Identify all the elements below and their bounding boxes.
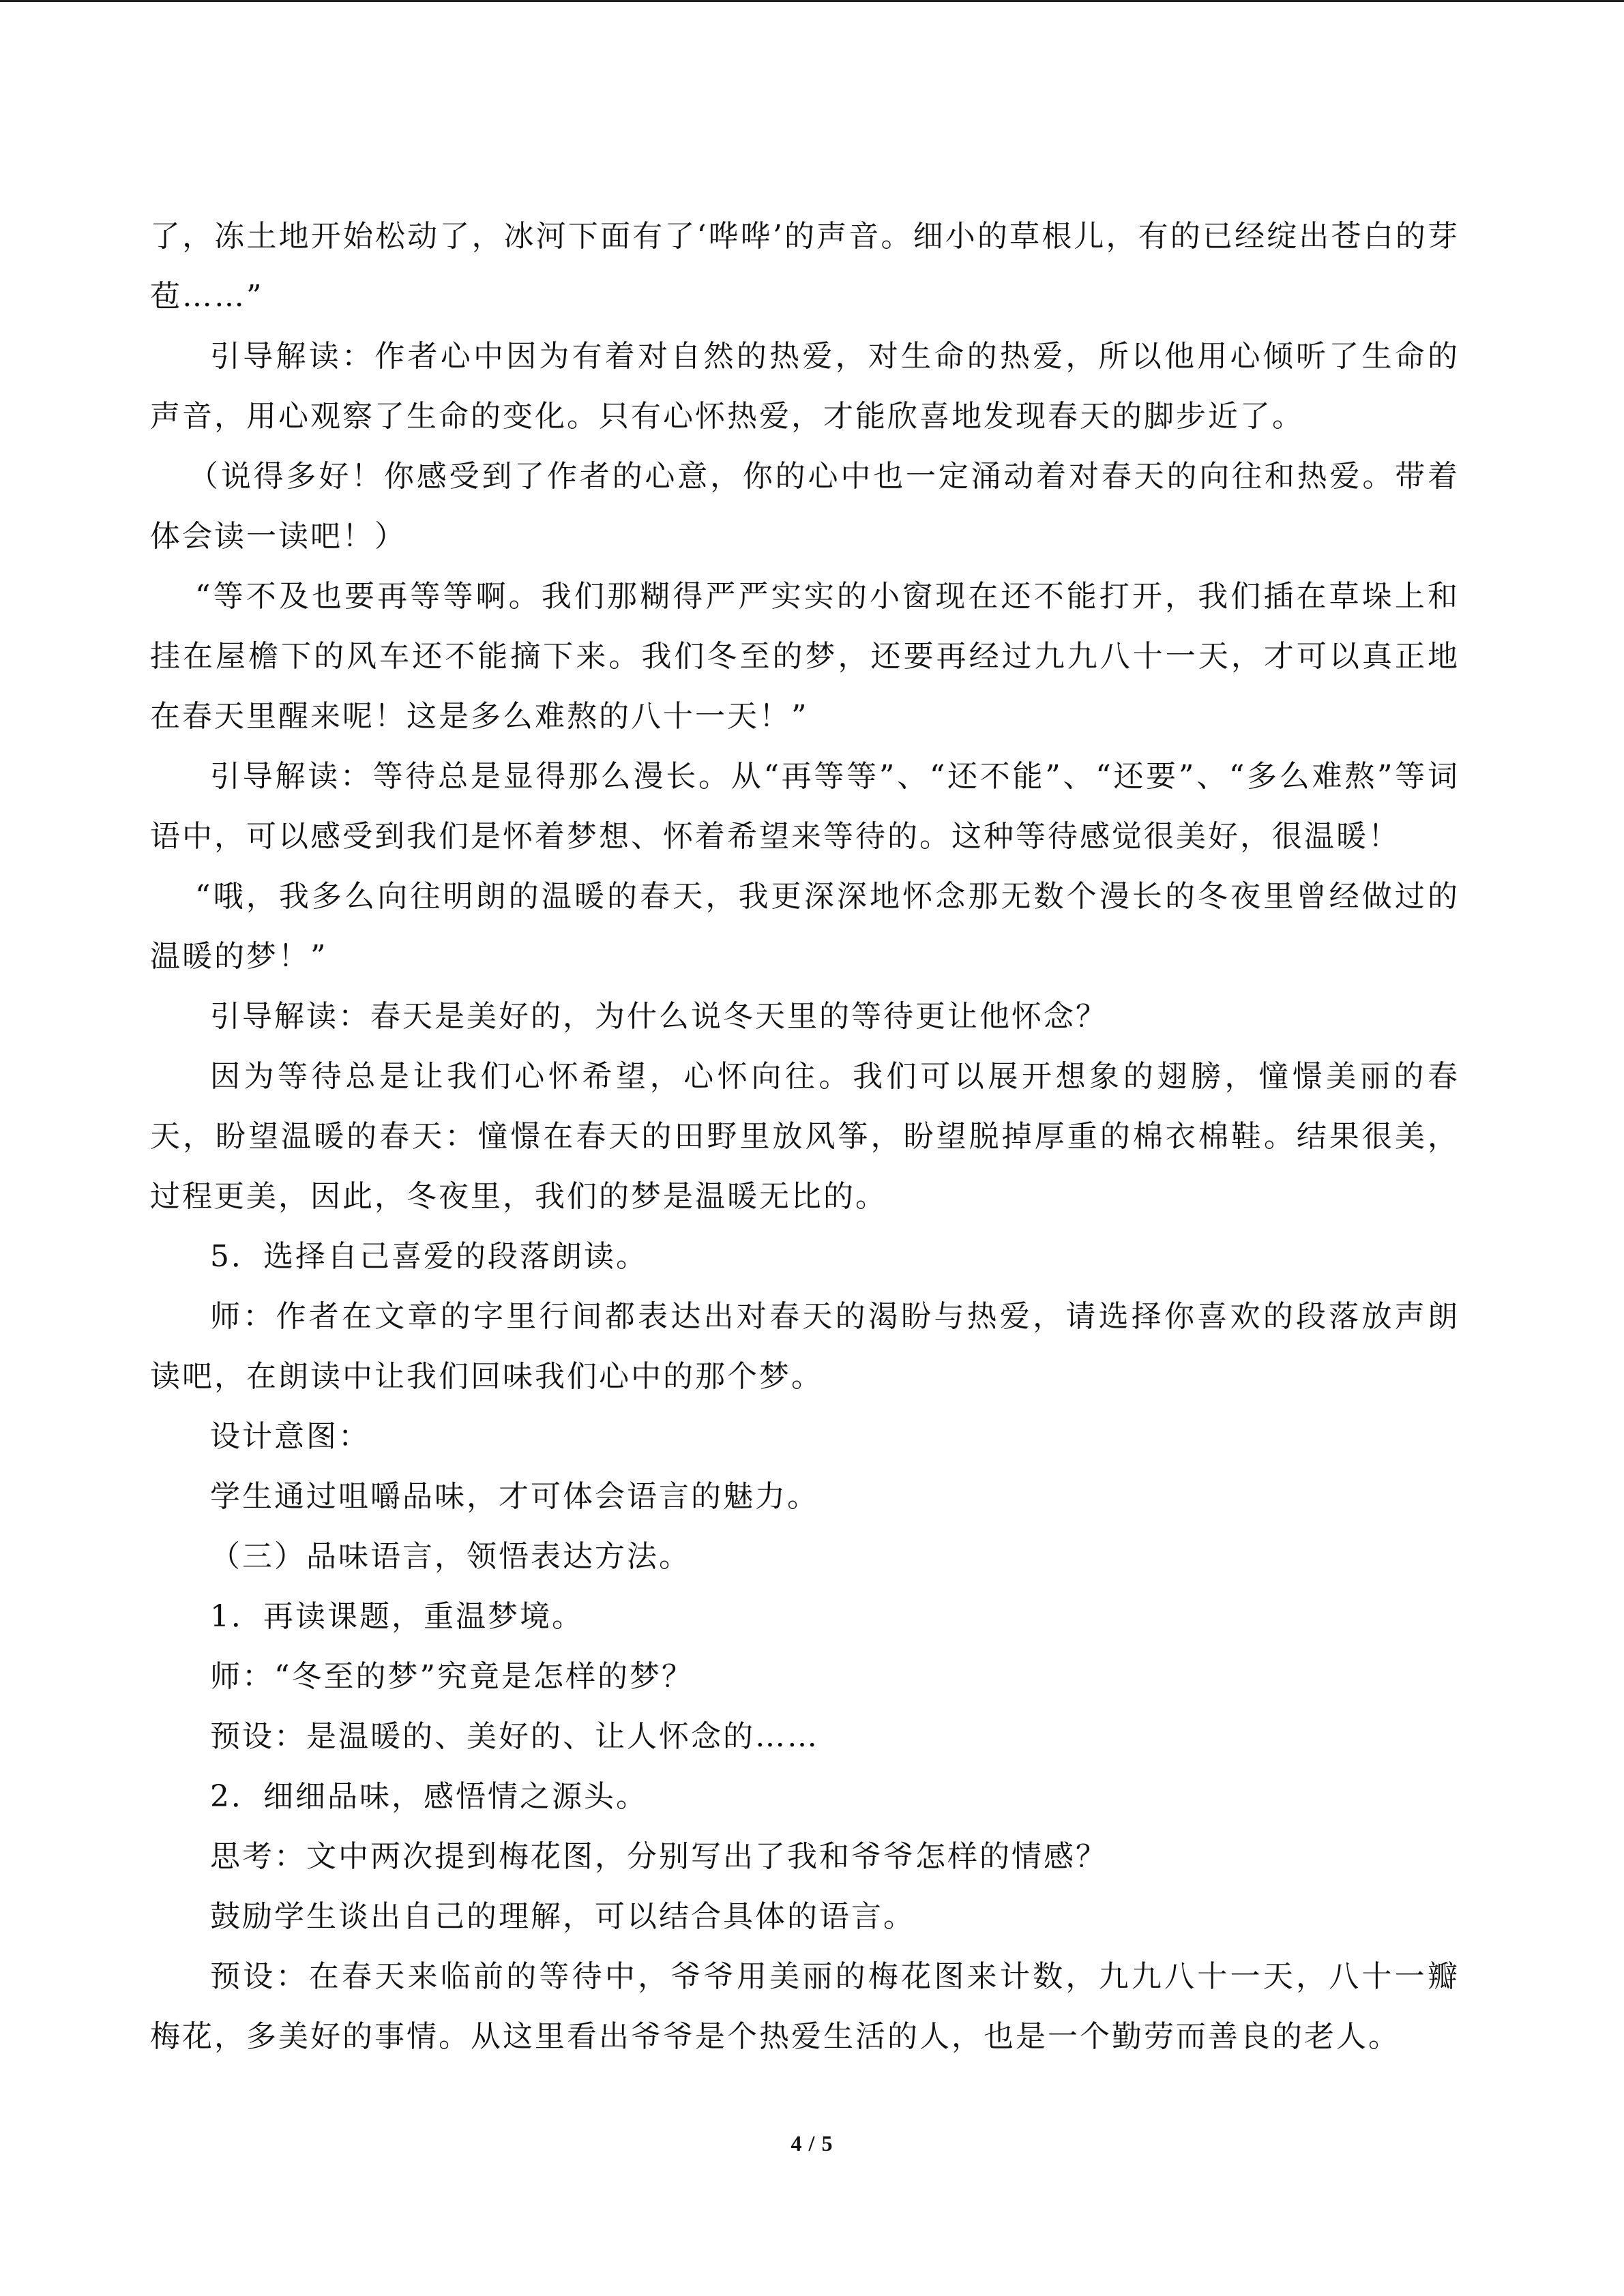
paragraph-teacher-question: 师：“冬至的梦”究竟是怎样的梦？ xyxy=(210,1659,694,1694)
paragraph-step-5: 5．选择自己喜爱的段落朗读。 xyxy=(210,1239,648,1274)
paragraph-guided-reading-1: 引导解读：作者心中因为有着对自然的热爱，对生命的热爱，所以他用心倾听了生命的声音，用心观察了生命的变化。只有心怀热爱，才能欣喜地发现春天的脚步近了。 xyxy=(150,339,1460,434)
paragraph-quote-continuation: 了，冻土地开始松动了，冰河下面有了‘哗哗’的声音。细小的草根儿，有的已经绽出苍白的芽苞……” xyxy=(150,219,1460,314)
document-body xyxy=(150,207,1460,2067)
paragraph-thinking-question: 思考：文中两次提到梅花图，分别写出了我和爷爷怎样的情感？ xyxy=(210,1839,1108,1874)
paragraph-explanation: 因为等待总是让我们心怀希望，心怀向往。我们可以展开想象的翅膀，憧憬美丽的春天，盼望温暖的春天：憧憬在春天的田野里放风筝，盼望脱掉厚重的棉衣棉鞋。结果很美，过程更美，因此，冬夜里，我们的梦是温暖无比的。 xyxy=(150,1059,1460,1214)
paragraph-design-intent-heading: 设计意图： xyxy=(210,1419,370,1454)
paragraph-preset-answer-2: 预设：在春天来临前的等待中，爷爷用美丽的梅花图来计数，九九八十一天，八十一瓣梅花，多美好的事情。从这里看出爷爷是个热爱生活的人，也是一个勤劳而善良的老人。 xyxy=(150,1959,1460,2054)
page-number: 4 / 5 xyxy=(791,2131,833,2156)
paragraph-teacher-remark: （说得多好！你感受到了作者的心意，你的心中也一定涌动着对春天的向往和热爱。带着体会读一读吧！） xyxy=(150,459,1460,554)
paragraph-preset-answer-1: 预设：是温暖的、美好的、让人怀念的…… xyxy=(210,1719,819,1754)
paragraph-step-1: 1．再读课题，重温梦境。 xyxy=(210,1599,584,1634)
paragraph-guided-reading-3: 引导解读：春天是美好的，为什么说冬天里的等待更让他怀念？ xyxy=(210,999,1108,1034)
paragraph-guided-reading-2: 引导解读：等待总是显得那么漫长。从“再等等”、“还不能”、“还要”、“多么难熬”等词语中，可以感受到我们是怀着梦想、怀着希望来等待的。这种等待感觉很美好，很温暖！ xyxy=(150,759,1460,854)
paragraph-encouragement: 鼓励学生谈出自己的理解，可以结合具体的语言。 xyxy=(210,1899,915,1934)
paragraph-quote-longing: “哦，我多么向往明朗的温暖的春天，我更深深地怀念那无数个漫长的冬夜里曾经做过的温暖的梦！” xyxy=(150,879,1460,974)
paragraph-design-intent: 学生通过咀嚼品味，才可体会语言的魅力。 xyxy=(210,1479,819,1514)
paragraph-teacher-instruction: 师：作者在文章的字里行间都表达出对春天的渴盼与热爱，请选择你喜欢的段落放声朗读吧，在朗读中让我们回味我们心中的那个梦。 xyxy=(150,1299,1460,1394)
paragraph-step-2: 2．细细品味，感悟情之源头。 xyxy=(210,1779,648,1814)
paragraph-quote-waiting: “等不及也要再等等啊。我们那糊得严严实实的小窗现在还不能打开，我们插在草垛上和挂在屋檐下的风车还不能摘下来。我们冬至的梦，还要再经过九九八十一天，才可以真正地在春天里醒来呢！这是多么难熬的八十一天！” xyxy=(150,579,1460,734)
section-heading-3: （三）品味语言，领悟表达方法。 xyxy=(210,1539,691,1574)
